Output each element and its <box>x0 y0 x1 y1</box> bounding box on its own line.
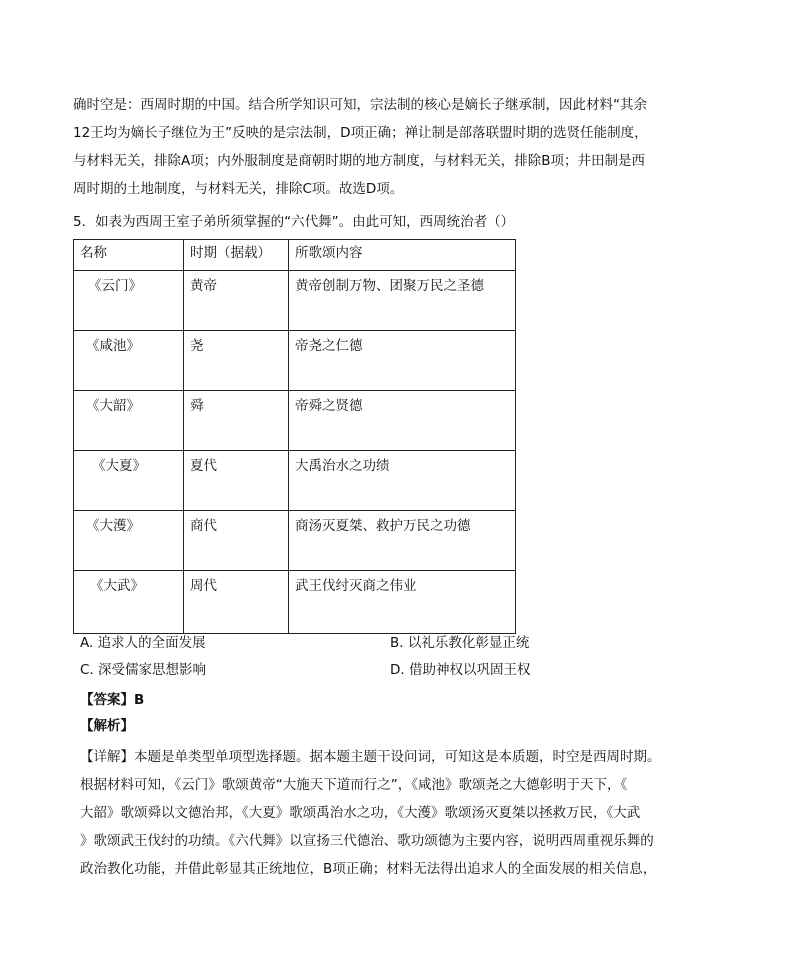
detail-line-1: 【详解】本题是单类型单项型选择题。据本题主题干设问词，可知这是本质题，时空是西周时期。 <box>80 749 661 765</box>
table-cell: 帝舜之贤德 <box>289 391 516 451</box>
table-row <box>74 571 516 634</box>
table-header-row <box>74 240 516 271</box>
table-row <box>74 331 516 391</box>
table-row <box>74 511 516 571</box>
table-cell: 《大武》 <box>74 571 184 634</box>
table-cell: 《大濩》 <box>74 511 184 571</box>
intro-line-1: 确时空是：西周时期的中国。结合所学知识可知，宗法制的核心是嫡长子继承制，因此材料“其余 <box>73 97 647 113</box>
table-header-cell: 名称 <box>74 240 184 271</box>
option-d: D. 借助神权以巩固王权 <box>390 662 531 678</box>
table-header-cell: 所歌颂内容 <box>289 240 516 271</box>
table-cell: 商代 <box>184 511 289 571</box>
answer-label: 【答案】B <box>80 692 145 708</box>
table-cell: 商汤灭夏桀、救护万民之功德 <box>289 511 516 571</box>
table-cell: 夏代 <box>184 451 289 511</box>
detail-paragraph <box>80 743 700 883</box>
detail-line-2: 根据材料可知，《云门》歌颂黄帝“大施天下道而行之”，《咸池》歌颂尧之大德彰明于天下，《 <box>80 777 628 793</box>
detail-line-3: 大韶》歌颂舜以文德治邦，《大夏》歌颂禹治水之功，《大濩》歌颂汤灭夏桀以拯救万民，《大武 <box>80 805 641 821</box>
detail-line-4: 》歌颂武王伐纣的功绩。《六代舞》以宣扬三代德治、歌功颂德为主要内容，说明西周重视乐舞的 <box>80 833 654 849</box>
table-cell: 《大夏》 <box>74 451 184 511</box>
option-c: C. 深受儒家思想影响 <box>80 662 207 678</box>
option-b: B. 以礼乐教化彰显正统 <box>390 635 530 651</box>
intro-line-2: 12王均为嫡长子继位为王”反映的是宗法制，D项正确；禅让制是部落联盟时期的选贤任能制度， <box>73 125 648 141</box>
question-stem: 5．如表为西周王室子弟所须掌握的“六代舞”。由此可知，西周统治者（） <box>73 214 515 230</box>
table-cell: 武王伐纣灭商之伟业 <box>289 571 516 634</box>
table-cell: 《云门》 <box>74 271 184 331</box>
table-row <box>74 391 516 451</box>
table-cell: 舜 <box>184 391 289 451</box>
six-dances-table <box>73 239 516 634</box>
table-cell: 《咸池》 <box>74 331 184 391</box>
table-cell: 黄帝 <box>184 271 289 331</box>
table-cell: 周代 <box>184 571 289 634</box>
table-cell: 大禹治水之功绩 <box>289 451 516 511</box>
detail-line-5: 政治教化功能，并借此彰显其正统地位，B项正确；材料无法得出追求人的全面发展的相关信息， <box>80 861 657 877</box>
intro-line-4: 周时期的土地制度，与材料无关，排除C项。故选D项。 <box>73 181 404 197</box>
table-header-cell: 时期（据载） <box>184 240 289 271</box>
intro-paragraph <box>73 91 713 203</box>
analysis-label: 【解析】 <box>80 718 134 734</box>
table-row <box>74 271 516 331</box>
table-row <box>74 451 516 511</box>
table-cell: 黄帝创制万物、团聚万民之圣德 <box>289 271 516 331</box>
intro-line-3: 与材料无关，排除A项；内外服制度是商朝时期的地方制度，与材料无关，排除B项；井田制是西 <box>73 153 645 169</box>
table-cell: 尧 <box>184 331 289 391</box>
option-a: A. 追求人的全面发展 <box>80 635 206 651</box>
table-cell: 《大韶》 <box>74 391 184 451</box>
table-cell: 帝尧之仁德 <box>289 331 516 391</box>
